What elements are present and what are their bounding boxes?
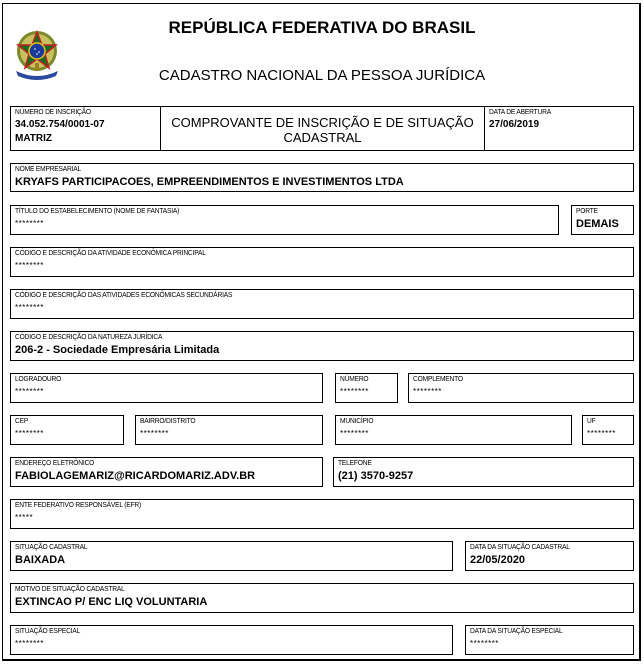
comprovante-line2: CADASTRAL <box>283 130 362 145</box>
field-municipio <box>335 415 572 445</box>
field-label: CÓDIGO E DESCRIÇÃO DA NATUREZA JURÍDICA <box>15 334 163 341</box>
field-titulo-estabelecimento <box>10 205 559 235</box>
field-data-situacao-especial <box>465 625 634 655</box>
field-label: LOGRADOURO <box>15 376 62 383</box>
field-motivo-situacao <box>10 583 634 613</box>
field-value: ******** <box>140 429 169 438</box>
field-natureza-juridica <box>10 331 634 361</box>
field-label: TELEFONE <box>338 460 372 467</box>
field-value: ******** <box>587 429 616 438</box>
field-label: BAIRRO/DISTRITO <box>140 418 196 425</box>
field-label: TÍTULO DO ESTABELECIMENTO (NOME DE FANTASIA) <box>15 208 180 215</box>
field-logradouro <box>10 373 323 403</box>
field-label: DATA DA SITUAÇÃO CADASTRAL <box>470 544 570 551</box>
field-value: ***** <box>15 513 34 522</box>
field-value: ******** <box>15 429 44 438</box>
comprovante-title <box>160 106 485 151</box>
field-label: CÓDIGO E DESCRIÇÃO DAS ATIVIDADES ECONÔMICAS SECUNDÁRIAS <box>15 292 233 299</box>
field-value: 34.052.754/0001-07 <box>15 119 105 130</box>
field-data-abertura <box>484 106 634 151</box>
field-value: FABIOLAGEMARIZ@RICARDOMARIZ.ADV.BR <box>15 470 256 482</box>
field-label: DATA DA SITUAÇÃO ESPECIAL <box>470 628 563 635</box>
field-value: ******** <box>413 387 442 396</box>
field-value: 27/06/2019 <box>489 119 540 130</box>
field-email <box>10 457 323 487</box>
field-label: COMPLEMENTO <box>413 376 463 383</box>
field-atividades-secundarias <box>10 289 634 319</box>
field-cep <box>10 415 124 445</box>
field-label: SITUAÇÃO ESPECIAL <box>15 628 81 635</box>
field-label: CÓDIGO E DESCRIÇÃO DA ATIVIDADE ECONÔMICA PRINCIPAL <box>15 250 206 257</box>
field-value: DEMAIS <box>576 218 619 230</box>
field-label: SITUAÇÃO CADASTRAL <box>15 544 88 551</box>
field-value: ******** <box>15 303 44 312</box>
field-bairro <box>135 415 323 445</box>
field-value: ******** <box>15 261 44 270</box>
field-label: ENDEREÇO ELETRÔNICO <box>15 460 95 467</box>
field-complemento <box>408 373 634 403</box>
field-value: BAIXADA <box>15 554 66 566</box>
field-atividade-principal <box>10 247 634 277</box>
field-nome-empresarial <box>10 163 634 192</box>
field-situacao-especial <box>10 625 453 655</box>
field-label: MUNICÍPIO <box>340 418 374 425</box>
field-value: 206-2 - Sociedade Empresária Limitada <box>15 344 220 356</box>
field-value: EXTINCAO P/ ENC LIQ VOLUNTARIA <box>15 596 208 608</box>
field-label: CEP <box>15 418 29 425</box>
field-value: ******** <box>15 387 44 396</box>
comprovante-line1: COMPROVANTE DE INSCRIÇÃO E DE SITUAÇÃO <box>171 115 474 130</box>
field-data-situacao-cadastral <box>465 541 634 571</box>
field-label: NOME EMPRESARIAL <box>15 166 82 173</box>
field-value-matriz: MATRIZ <box>15 133 53 144</box>
field-label: PORTE <box>576 208 598 215</box>
field-label: UF <box>587 418 596 425</box>
field-situacao-cadastral <box>10 541 453 571</box>
field-value: 22/05/2020 <box>470 554 526 566</box>
field-efr <box>10 499 634 529</box>
field-value: (21) 3570-9257 <box>338 470 414 482</box>
field-label: NÚMERO <box>340 376 369 383</box>
field-numero-inscricao <box>10 106 161 151</box>
field-value: ******** <box>470 639 499 648</box>
field-label: NÚMERO DE INSCRIÇÃO <box>15 109 91 116</box>
field-label: MOTIVO DE SITUAÇÃO CADASTRAL <box>15 586 125 593</box>
field-value: ******** <box>340 387 369 396</box>
field-value: KRYAFS PARTICIPACOES, EMPREENDIMENTOS E INVESTIMENTOS LTDA <box>15 176 404 188</box>
field-porte <box>571 205 634 235</box>
page-subtitle: CADASTRO NACIONAL DA PESSOA JURÍDICA <box>158 67 486 84</box>
field-value: ******** <box>15 639 44 648</box>
field-value: ******** <box>340 429 369 438</box>
field-label: DATA DE ABERTURA <box>489 109 552 116</box>
field-numero <box>335 373 398 403</box>
field-telefone <box>333 457 634 487</box>
field-uf <box>582 415 634 445</box>
field-value: ******** <box>15 219 44 228</box>
page-title: REPÚBLICA FEDERATIVA DO BRASIL <box>168 18 476 37</box>
field-label: ENTE FEDERATIVO RESPONSÁVEL (EFR) <box>15 502 142 509</box>
